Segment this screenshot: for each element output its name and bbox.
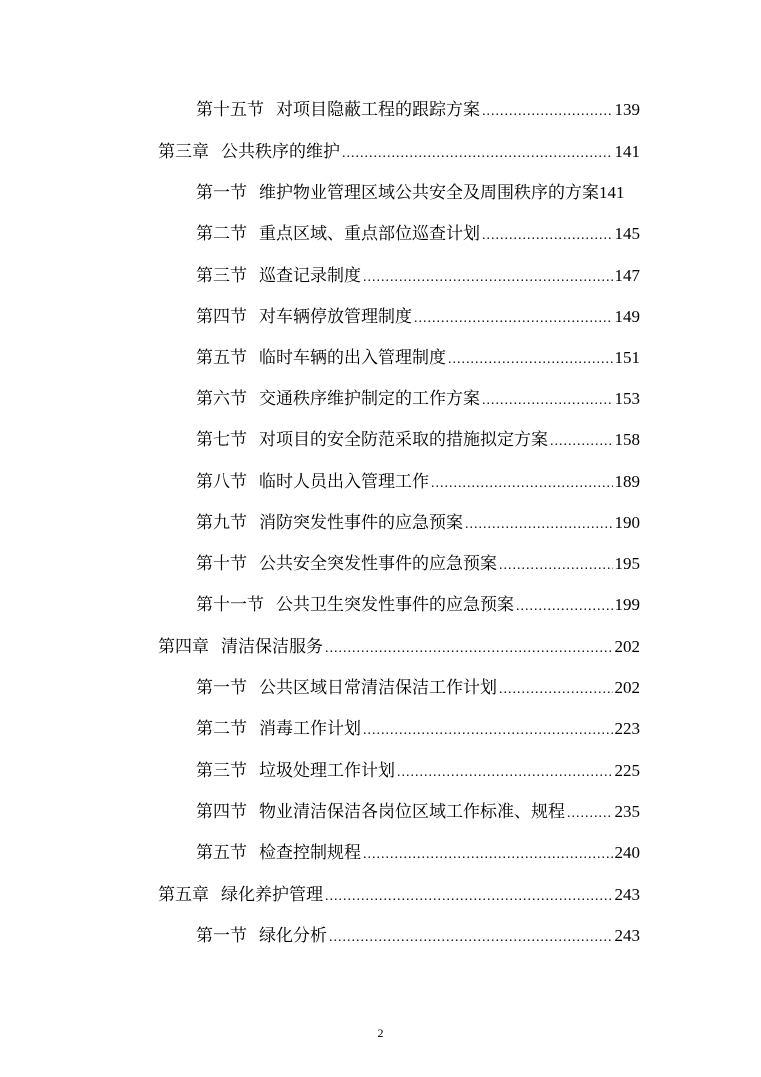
- toc-entry[interactable]: [196, 425, 640, 455]
- toc-entry-page: 225: [614, 761, 640, 780]
- toc-entry-label: 第三章: [158, 142, 209, 162]
- toc-entry[interactable]: [158, 880, 640, 910]
- toc-entry-title: 对项目隐蔽工程的跟踪方案: [276, 100, 480, 120]
- toc-entry-label: 第二节: [196, 224, 247, 244]
- dot-leader: [342, 139, 613, 169]
- toc-entry[interactable]: [196, 343, 640, 373]
- toc-entry-title: 公共安全突发性事件的应急预案: [259, 554, 497, 574]
- toc-entry-label: 第八节: [196, 472, 247, 492]
- toc-entry-page: 189: [614, 472, 640, 491]
- toc-entry-label: 第五节: [196, 843, 247, 863]
- toc-entry-label: 第五章: [158, 885, 209, 905]
- toc-entry-page: 139: [614, 100, 640, 119]
- toc-entry-page: 243: [614, 926, 640, 945]
- toc-entry-label: 第二节: [196, 719, 247, 739]
- toc-entry[interactable]: [196, 549, 640, 579]
- toc-entry-label: 第六节: [196, 389, 247, 409]
- toc-entry-title: 公共卫生突发性事件的应急预案: [276, 595, 514, 615]
- toc-entry-title: 对项目的安全防范采取的措施拟定方案: [259, 430, 548, 450]
- toc-entry-title: 检查控制规程: [259, 843, 361, 863]
- toc-entry[interactable]: [196, 838, 640, 868]
- toc-entry-page: 199: [614, 595, 640, 614]
- dot-leader: [516, 592, 613, 622]
- toc-entry-label: 第十一节: [196, 595, 264, 615]
- toc-entry-page: 141: [599, 183, 625, 202]
- dot-leader: [482, 386, 613, 416]
- toc-entry-title: 交通秩序维护制定的工作方案: [259, 389, 480, 409]
- dot-leader: [397, 758, 613, 788]
- toc-entry-page: 147: [614, 266, 640, 285]
- toc-entry-page: 151: [614, 348, 640, 367]
- dot-leader: [414, 304, 613, 334]
- toc-entry-page: 243: [614, 885, 640, 904]
- toc-entry-title: 消毒工作计划: [259, 719, 361, 739]
- toc-entry-page: 235: [614, 802, 640, 821]
- toc-entry-title: 重点区域、重点部位巡查计划: [259, 224, 480, 244]
- dot-leader: [567, 799, 613, 829]
- dot-leader: [363, 840, 613, 870]
- toc-entry-title: 绿化分析: [259, 926, 327, 946]
- toc-entry-label: 第三节: [196, 266, 247, 286]
- dot-leader: [499, 551, 613, 581]
- toc-entry[interactable]: [196, 756, 640, 786]
- toc-entry-page: 240: [614, 843, 640, 862]
- toc-entry-title: 公共秩序的维护: [221, 142, 340, 162]
- toc-entry[interactable]: [196, 219, 640, 249]
- dot-leader: [431, 469, 613, 499]
- toc-entry-title: 公共区域日常清洁保洁工作计划: [259, 678, 497, 698]
- toc-entry-page: 158: [614, 430, 640, 449]
- page-number: 2: [377, 1026, 384, 1040]
- toc-entry-label: 第一节: [196, 926, 247, 946]
- toc-entry[interactable]: [196, 714, 640, 744]
- dot-leader: [448, 345, 613, 375]
- toc-entry[interactable]: [196, 467, 640, 497]
- toc-entry-title: 消防突发性事件的应急预案: [259, 513, 463, 533]
- toc-entry-label: 第五节: [196, 348, 247, 368]
- dot-leader: [550, 427, 613, 457]
- toc-entry-page: 195: [614, 554, 640, 573]
- toc-entry-label: 第一节: [196, 183, 247, 203]
- toc-entry-label: 第四节: [196, 307, 247, 327]
- dot-leader: [465, 510, 613, 540]
- toc-entry-title: 临时人员出入管理工作: [259, 472, 429, 492]
- toc-entry-page: 153: [614, 389, 640, 408]
- toc-entry[interactable]: [196, 384, 640, 414]
- toc-entry-title: 绿化养护管理: [221, 885, 323, 905]
- toc-entry-page: 202: [614, 637, 640, 656]
- toc-entry-title: 清洁保洁服务: [221, 637, 323, 657]
- toc-entry[interactable]: [158, 632, 640, 662]
- toc-entry-page: 202: [614, 678, 640, 697]
- toc-entry-title: 物业清洁保洁各岗位区域工作标准、规程: [259, 802, 565, 822]
- toc-entry-label: 第四节: [196, 802, 247, 822]
- toc-entry[interactable]: [196, 95, 640, 125]
- toc-entry[interactable]: [196, 508, 640, 538]
- toc-entry-label: 第四章: [158, 637, 209, 657]
- toc-entry-page: 223: [614, 719, 640, 738]
- toc-entry-title: 对车辆停放管理制度: [259, 307, 412, 327]
- toc-entry-title: 垃圾处理工作计划: [259, 761, 395, 781]
- dot-leader: [325, 882, 613, 912]
- dot-leader: [499, 675, 613, 705]
- toc-entry-label: 第一节: [196, 678, 247, 698]
- toc-entry-label: 第九节: [196, 513, 247, 533]
- toc-entry-title: 临时车辆的出入管理制度: [259, 348, 446, 368]
- toc-entry-page: 190: [614, 513, 640, 532]
- toc-entry[interactable]: [196, 178, 658, 208]
- toc-entry-page: 149: [614, 307, 640, 326]
- toc-entry[interactable]: [196, 261, 640, 291]
- toc-entry-label: 第三节: [196, 761, 247, 781]
- toc-entry[interactable]: [196, 673, 640, 703]
- dot-leader: [482, 221, 613, 251]
- toc-entry-label: 第七节: [196, 430, 247, 450]
- dot-leader: [325, 634, 613, 664]
- dot-leader: [482, 97, 613, 127]
- toc-entry[interactable]: [196, 590, 640, 620]
- toc-entry[interactable]: [196, 921, 640, 951]
- toc-entry-label: 第十节: [196, 554, 247, 574]
- dot-leader: [363, 263, 613, 293]
- toc-entry-label: 第十五节: [196, 100, 264, 120]
- toc-entry-title: 巡查记录制度: [259, 266, 361, 286]
- dot-leader: [363, 716, 613, 746]
- toc-entry-page: 141: [614, 142, 640, 161]
- toc-entry[interactable]: [196, 797, 640, 827]
- toc-entry[interactable]: [196, 302, 640, 332]
- toc-entry-title: 维护物业管理区域公共安全及周围秩序的方案: [259, 183, 599, 203]
- toc-entry[interactable]: [158, 137, 640, 167]
- toc-entry-page: 145: [614, 224, 640, 243]
- dot-leader: [329, 923, 613, 953]
